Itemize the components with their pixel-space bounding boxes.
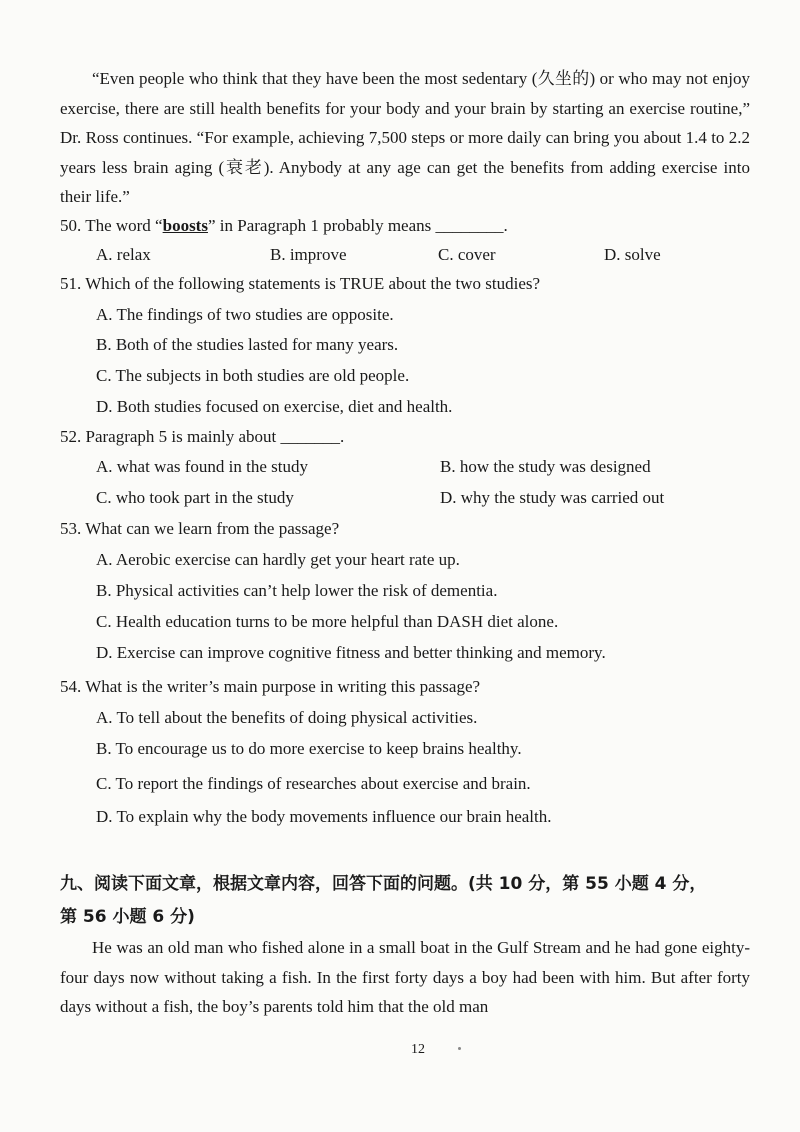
q51-option-a: A. The findings of two studies are opposite. xyxy=(96,305,394,324)
section-9-heading-line-2: 第 56 小题 6 分) xyxy=(60,907,195,927)
passage-closing-paragraph xyxy=(60,64,750,212)
q50-prefix: 50. The word “ xyxy=(60,216,163,235)
q53-option-a: A. Aerobic exercise can hardly get your heart rate up. xyxy=(96,550,460,569)
q53-option-c: C. Health education turns to be more helpful than DASH diet alone. xyxy=(96,612,559,631)
q50-term: boosts xyxy=(162,216,208,235)
q52-option-d: D. why the study was carried out xyxy=(440,488,665,507)
q50-suffix: ” in Paragraph 1 probably means ________. xyxy=(207,216,508,235)
question-50 xyxy=(60,214,508,238)
q53-option-b: B. Physical activities can’t help lower the risk of dementia. xyxy=(96,581,498,600)
q54-option-d: D. To explain why the body movements influence our brain health. xyxy=(96,807,552,826)
question-53: 53. What can we learn from the passage? xyxy=(60,519,340,538)
q50-option-d: D. solve xyxy=(604,245,661,264)
page-number: 12 xyxy=(411,1042,425,1057)
q50-option-a: A. relax xyxy=(96,245,151,264)
q54-option-b: B. To encourage us to do more exercise to keep brains healthy. xyxy=(96,739,522,758)
q50-option-c: C. cover xyxy=(438,245,496,264)
section-9-heading-line-1: 九、阅读下面文章，根据文章内容，回答下面的问题。(共 10 分，第 55 小题 4 分， xyxy=(60,874,707,894)
question-51: 51. Which of the following statements is TRUE about the two studies? xyxy=(60,274,541,293)
q52-option-a: A. what was found in the study xyxy=(96,457,309,476)
section-9-passage xyxy=(60,933,750,1022)
q54-option-a: A. To tell about the benefits of doing physical activities. xyxy=(96,708,478,727)
scan-speck xyxy=(458,1047,461,1050)
q54-option-c: C. To report the findings of researches about exercise and brain. xyxy=(96,774,531,793)
q53-option-d: D. Exercise can improve cognitive fitness and better thinking and memory. xyxy=(96,643,606,662)
question-52: 52. Paragraph 5 is mainly about _______. xyxy=(60,427,345,446)
q51-option-b: B. Both of the studies lasted for many years. xyxy=(96,335,399,354)
q52-option-b: B. how the study was designed xyxy=(440,457,651,476)
passage-closing-text: “Even people who think that they have been the most sedentary (久坐的) or who may not enjoy exercise, there are still health benefits for your body and your brain by starting an exercise routine,” Dr. Ross continues. “For example, achieving 7,500 steps or more daily can bring you about 1.4 to 2.2 years less brain aging (衰老). Anybody at any age can get the benefits from adding exercise into their life.” xyxy=(60,69,750,206)
q50-option-b: B. improve xyxy=(270,245,347,264)
question-54: 54. What is the writer’s main purpose in writing this passage? xyxy=(60,677,481,696)
q51-option-d: D. Both studies focused on exercise, diet and health. xyxy=(96,397,453,416)
q52-option-c: C. who took part in the study xyxy=(96,488,294,507)
section-9-passage-text: He was an old man who fished alone in a small boat in the Gulf Stream and he had gone eighty-four days now without taking a fish. In the first forty days a boy had been with him. But after forty days without a fish, the boy’s parents told him that the old man xyxy=(60,938,750,1016)
q51-option-c: C. The subjects in both studies are old people. xyxy=(96,366,410,385)
